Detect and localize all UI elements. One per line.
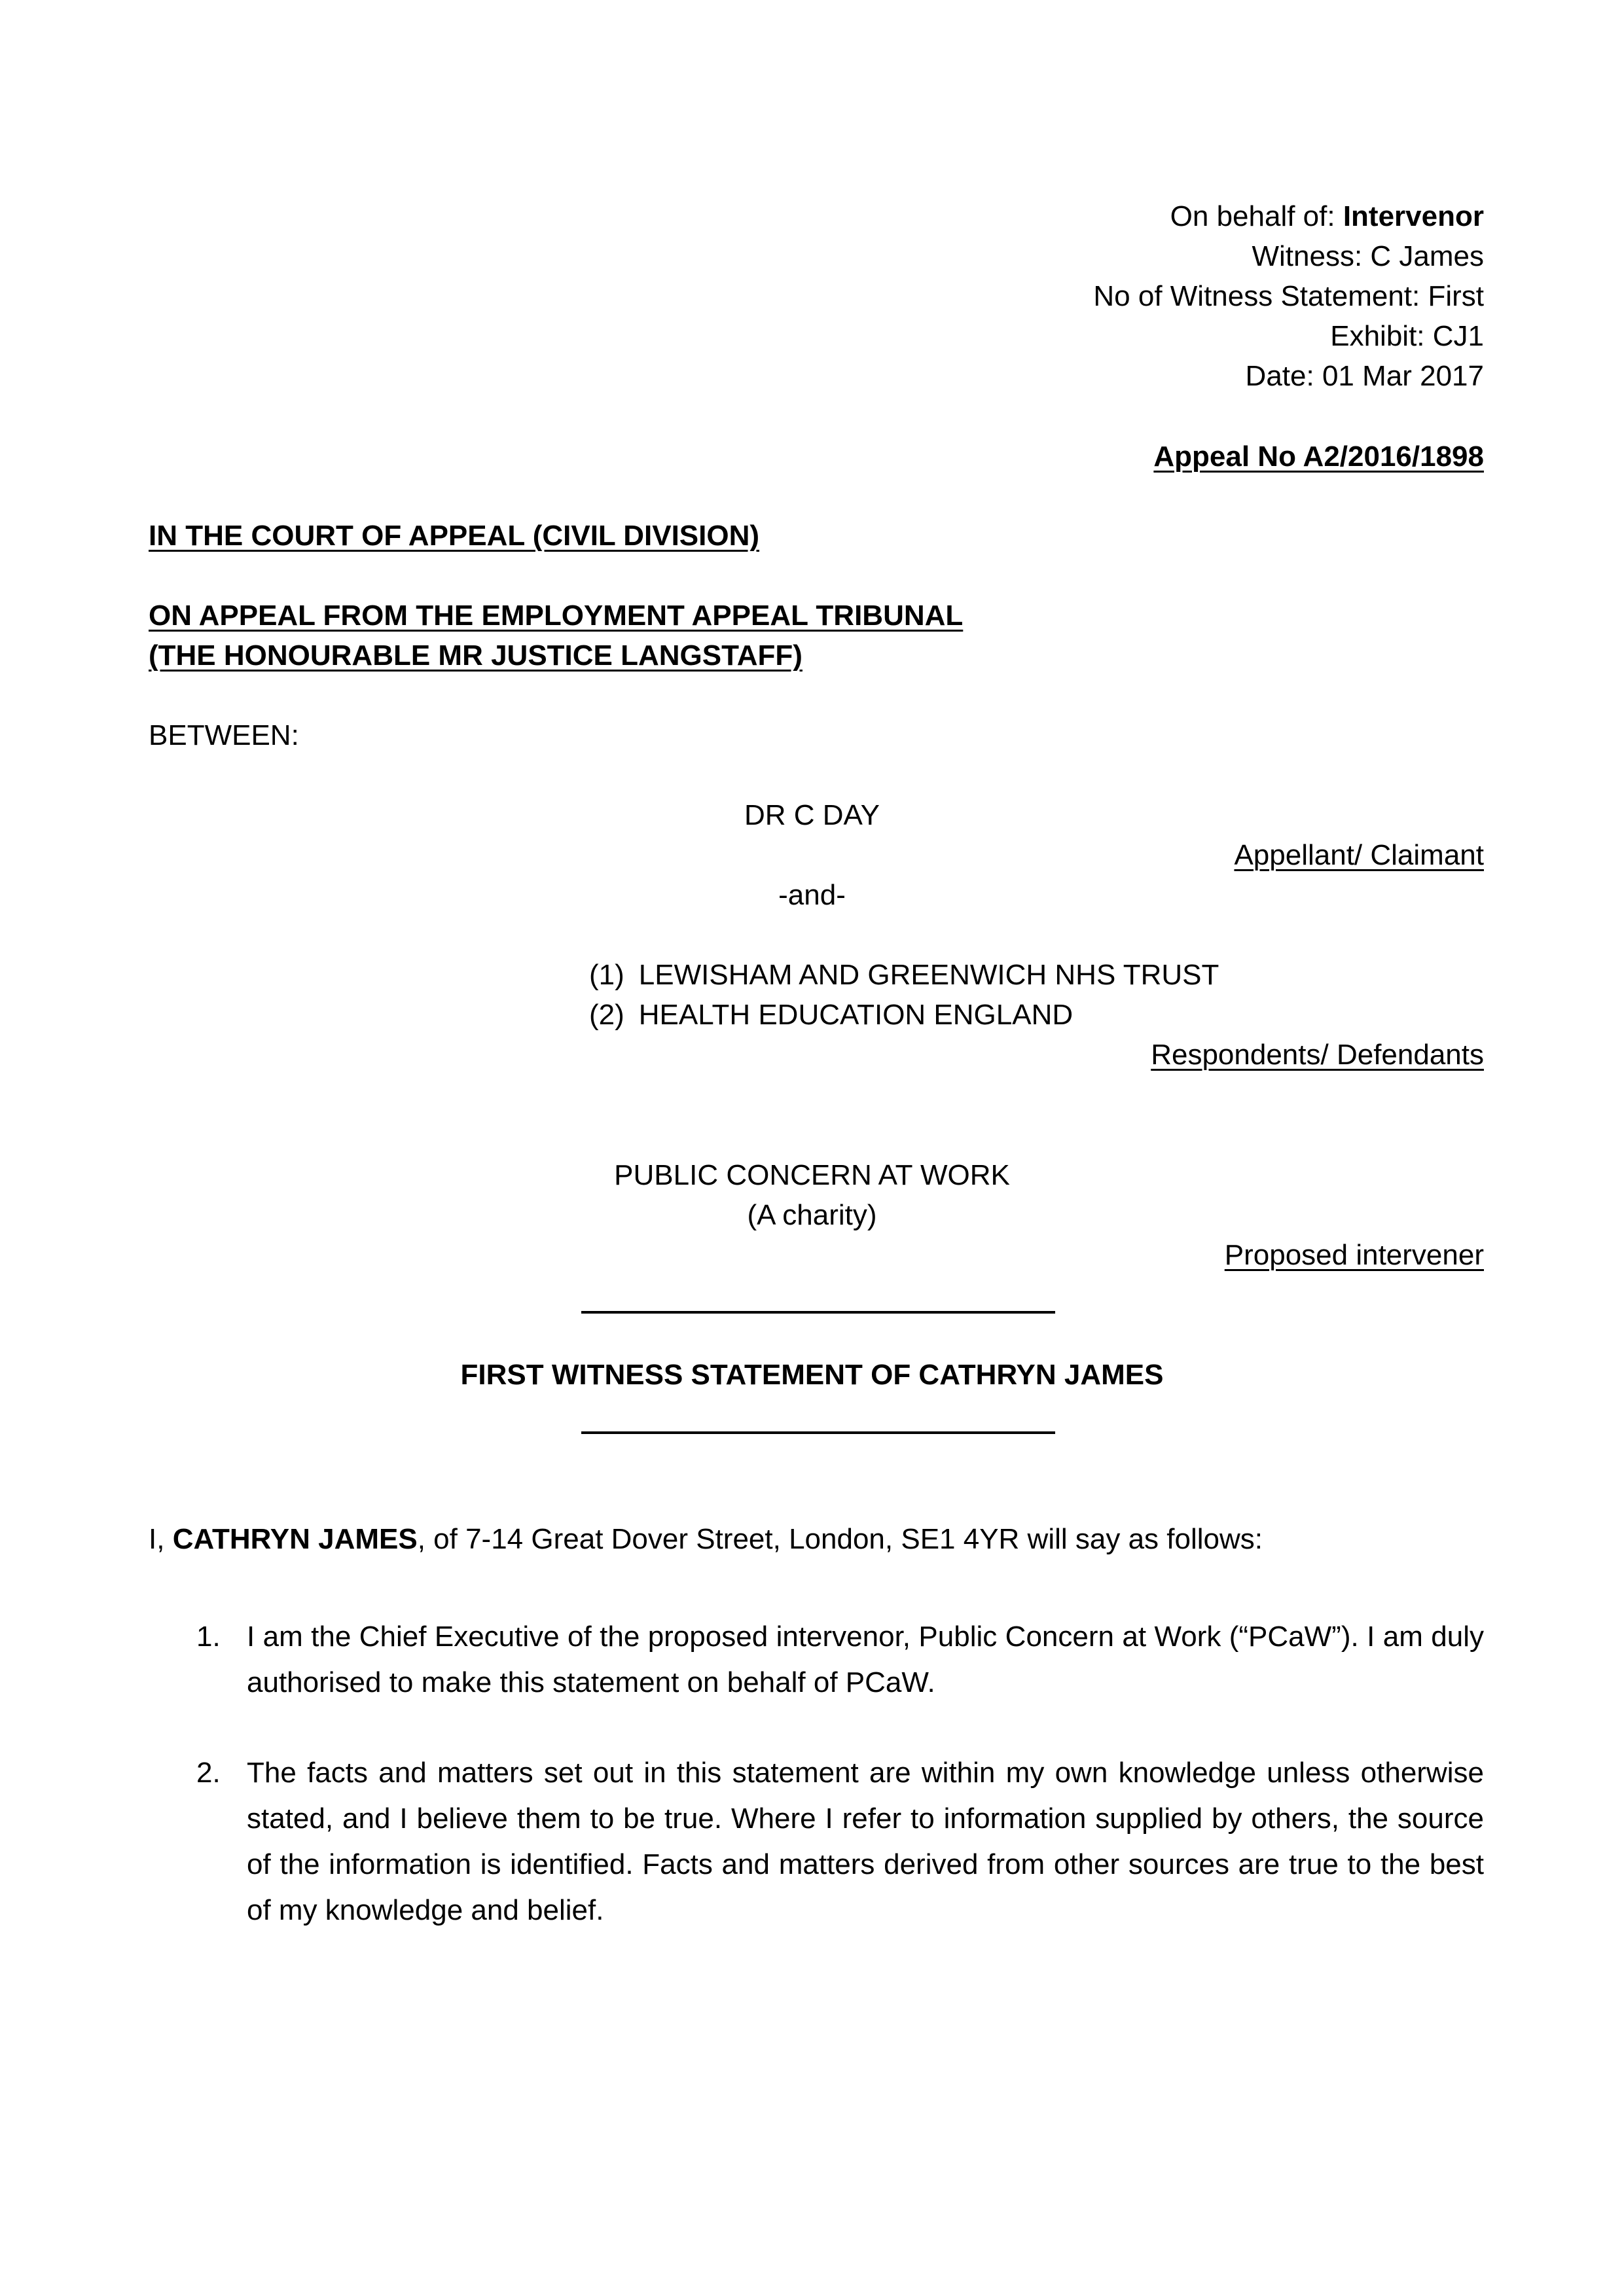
respondent-name: HEALTH EDUCATION ENGLAND: [638, 999, 1074, 1031]
on-behalf-label: On behalf of:: [1170, 200, 1343, 232]
respondents-role: Respondents/ Defendants: [1151, 1039, 1484, 1071]
respondent-number: (1): [589, 959, 624, 991]
on-behalf-party: Intervenor: [1343, 200, 1484, 232]
respondent-2: [589, 995, 1073, 1035]
paragraph-1: I am the Chief Executive of the proposed intervenor, Public Concern at Work (“PCaW”). I am duly authorised to make this statement on behalf of PCaW.: [247, 1621, 1484, 1698]
respondent-number: (2): [589, 999, 624, 1031]
paragraph-number: 1.: [196, 1621, 221, 1653]
intervener-note: (A charity): [747, 1199, 877, 1231]
between-label: BETWEEN:: [149, 719, 299, 751]
respondent-name: LEWISHAM AND GREENWICH NHS TRUST: [638, 959, 1219, 991]
and-separator: -and-: [778, 879, 846, 911]
intro-line: [149, 1519, 1263, 1559]
on-appeal-line-1: ON APPEAL FROM THE EMPLOYMENT APPEAL TRIBUNAL: [149, 600, 964, 632]
respondent-1: [589, 955, 1219, 995]
court-heading: IN THE COURT OF APPEAL (CIVIL DIVISION): [149, 520, 760, 552]
exhibit-line: Exhibit: CJ1: [1330, 320, 1484, 352]
on-behalf-of: [1170, 196, 1484, 236]
paragraph-2: The facts and matters set out in this statement are within my own knowledge unless otherwise stated, and I believe them to be true. Where I refer to information supplied by others, the source of the information is identified. Facts and matters derived from other sources are true to the best of my knowledge and belief.: [247, 1757, 1484, 1926]
intro-rest: , of 7-14 Great Dover Street, London, SE1 4YR will say as follows:: [417, 1523, 1263, 1555]
appeal-number: Appeal No A2/2016/1898: [1153, 440, 1484, 473]
paragraph-number: 2.: [196, 1757, 221, 1789]
intervener-name: PUBLIC CONCERN AT WORK: [614, 1159, 1010, 1191]
appellant-name: DR C DAY: [744, 799, 880, 831]
appellant-role: Appellant/ Claimant: [1234, 839, 1484, 871]
title-rule-bottom: [581, 1431, 1055, 1434]
witness-line: Witness: C James: [1252, 240, 1484, 272]
title-rule-top: [581, 1311, 1055, 1314]
date-line: Date: 01 Mar 2017: [1245, 360, 1484, 392]
witness-name: CATHRYN JAMES: [172, 1523, 418, 1555]
intro-prefix: I,: [149, 1523, 173, 1555]
on-appeal-line-2: (THE HONOURABLE MR JUSTICE LANGSTAFF): [149, 639, 803, 672]
intervener-role: Proposed intervener: [1224, 1239, 1484, 1271]
statement-title: FIRST WITNESS STATEMENT OF CATHRYN JAMES: [460, 1359, 1164, 1391]
statement-number: No of Witness Statement: First: [1093, 280, 1484, 312]
